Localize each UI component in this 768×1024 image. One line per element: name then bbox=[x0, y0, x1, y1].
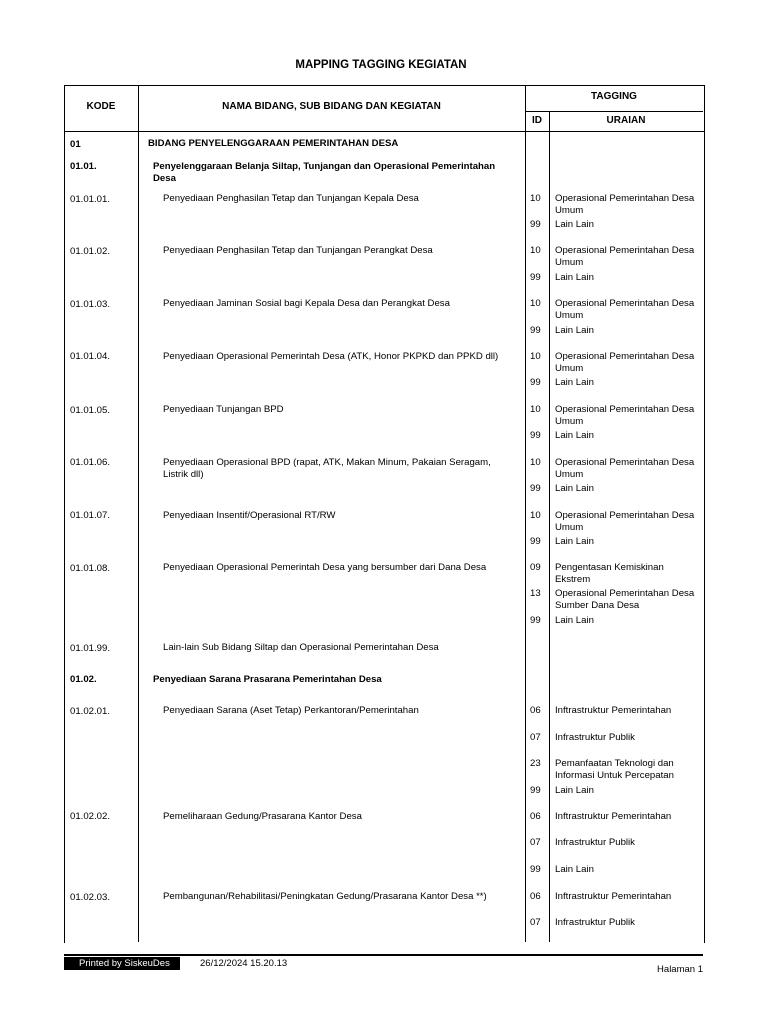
printed-by-label: Printed by SiskeuDes bbox=[64, 957, 180, 970]
tag-id: 09 bbox=[530, 562, 541, 573]
tag-uraian: Lain Lain bbox=[555, 785, 594, 796]
tag-uraian: Infrastruktur Publik bbox=[555, 732, 635, 743]
tag-uraian: Lain Lain bbox=[555, 377, 594, 388]
tag-id: 10 bbox=[530, 245, 541, 256]
tag-uraian: Lain Lain bbox=[555, 219, 594, 230]
tag-uraian: Pemanfaatan Teknologi dan Informasi Untuk Percepatan bbox=[555, 758, 674, 781]
header-kode: KODE bbox=[86, 101, 116, 112]
tag-uraian: Operasional Pemerintahan Desa Umum bbox=[555, 298, 695, 321]
tag-id: 99 bbox=[530, 377, 541, 388]
tag-id: 99 bbox=[530, 483, 541, 494]
tag-id: 06 bbox=[530, 811, 541, 822]
tag-id: 07 bbox=[530, 837, 541, 848]
tag-id: 13 bbox=[530, 588, 541, 599]
divider-nama bbox=[525, 85, 526, 942]
row-name: Penyediaan Sarana (Aset Tetap) Perkantoran/Pemerintahan bbox=[163, 705, 419, 716]
tag-id: 10 bbox=[530, 404, 541, 415]
tag-uraian: Inftrastruktur Pemerintahan bbox=[555, 891, 672, 902]
divider-header bbox=[64, 131, 704, 132]
row-name: Lain-lain Sub Bidang Siltap dan Operasional Pemerintahan Desa bbox=[163, 642, 439, 653]
header-id: ID bbox=[532, 115, 542, 126]
divider-tagging-sub bbox=[525, 111, 703, 112]
tag-id: 99 bbox=[530, 864, 541, 875]
tag-uraian: Lain Lain bbox=[555, 615, 594, 626]
row-name: Penyediaan Operasional Pemerintah Desa yang bersumber dari Dana Desa bbox=[163, 562, 487, 573]
row-code: 01.01.05. bbox=[70, 405, 111, 416]
tag-id: 07 bbox=[530, 732, 541, 743]
tag-id: 99 bbox=[530, 325, 541, 336]
tag-uraian: Operasional Pemerintahan Desa Umum bbox=[555, 510, 695, 533]
row-name: Penyediaan Penghasilan Tetap dan Tunjangan Perangkat Desa bbox=[163, 245, 433, 256]
tag-id: 07 bbox=[530, 917, 541, 928]
tag-id: 06 bbox=[530, 705, 541, 716]
row-code: 01.01.01. bbox=[70, 194, 111, 205]
page-number: Halaman 1 bbox=[657, 964, 703, 975]
tag-uraian: Lain Lain bbox=[555, 325, 594, 336]
document-title: MAPPING TAGGING KEGIATAN bbox=[295, 59, 467, 71]
tag-id: 10 bbox=[530, 510, 541, 521]
row-name: Penyediaan Insentif/Operasional RT/RW bbox=[163, 510, 336, 521]
tag-id: 99 bbox=[530, 219, 541, 230]
row-name: Penyelenggaraan Belanja Siltap, Tunjangan dan Operasional Pemerintahan Desa bbox=[153, 161, 496, 184]
tag-id: 10 bbox=[530, 457, 541, 468]
row-code: 01.02.03. bbox=[70, 892, 111, 903]
row-name: Penyediaan Tunjangan BPD bbox=[163, 404, 284, 415]
row-name: Penyediaan Sarana Prasarana Pemerintahan Desa bbox=[153, 674, 382, 685]
row-name: Pembangunan/Rehabilitasi/Peningkatan Gedung/Prasarana Kantor Desa **) bbox=[163, 891, 487, 902]
tag-uraian: Inftrastruktur Pemerintahan bbox=[555, 705, 672, 716]
row-code: 01.01. bbox=[70, 161, 97, 172]
tag-id: 10 bbox=[530, 298, 541, 309]
tag-id: 10 bbox=[530, 193, 541, 204]
tag-id: 06 bbox=[530, 891, 541, 902]
tag-uraian: Lain Lain bbox=[555, 272, 594, 283]
header-nama: NAMA BIDANG, SUB BIDANG DAN KEGIATAN bbox=[222, 101, 441, 112]
row-code: 01.01.03. bbox=[70, 299, 111, 310]
tag-id: 23 bbox=[530, 758, 541, 769]
tag-uraian: Lain Lain bbox=[555, 536, 594, 547]
tag-uraian: Operasional Pemerintahan Desa Umum bbox=[555, 351, 695, 374]
tag-uraian: Infrastruktur Publik bbox=[555, 917, 635, 928]
row-code: 01.01.99. bbox=[70, 643, 111, 654]
row-name: Penyediaan Operasional Pemerintah Desa (ATK, Honor PKPKD dan PPKD dll) bbox=[163, 351, 499, 362]
tag-uraian: Operasional Pemerintahan Desa Umum bbox=[555, 404, 695, 427]
tag-id: 10 bbox=[530, 351, 541, 362]
row-code: 01.01.04. bbox=[70, 351, 111, 362]
row-code: 01.02. bbox=[70, 674, 97, 685]
row-name: Penyediaan Penghasilan Tetap dan Tunjangan Kepala Desa bbox=[163, 193, 419, 204]
tag-uraian: Inftrastruktur Pemerintahan bbox=[555, 811, 672, 822]
tag-id: 99 bbox=[530, 430, 541, 441]
row-code: 01.02.01. bbox=[70, 706, 111, 717]
tag-uraian: Operasional Pemerintahan Desa Umum bbox=[555, 245, 695, 268]
print-timestamp: 26/12/2024 15.20.13 bbox=[200, 958, 288, 969]
row-code: 01.01.02. bbox=[70, 246, 111, 257]
tag-uraian: Infrastruktur Publik bbox=[555, 837, 635, 848]
row-code: 01.01.07. bbox=[70, 510, 111, 521]
tag-uraian: Operasional Pemerintahan Desa Umum bbox=[555, 457, 695, 480]
footer-rule bbox=[64, 954, 703, 956]
row-name: BIDANG PENYELENGGARAAN PEMERINTAHAN DESA bbox=[148, 138, 399, 149]
tag-id: 99 bbox=[530, 272, 541, 283]
tag-id: 99 bbox=[530, 785, 541, 796]
row-code: 01.01.06. bbox=[70, 457, 111, 468]
row-code: 01.02.02. bbox=[70, 811, 111, 822]
row-name: Penyediaan Operasional BPD (rapat, ATK, Makan Minum, Pakaian Seragam, Listrik dll) bbox=[163, 457, 491, 480]
tag-uraian: Lain Lain bbox=[555, 430, 594, 441]
tag-uraian: Operasional Pemerintahan Desa Sumber Dana Desa bbox=[555, 588, 695, 611]
row-code: 01 bbox=[70, 139, 81, 150]
header-uraian: URAIAN bbox=[606, 115, 646, 126]
tag-uraian: Operasional Pemerintahan Desa Umum bbox=[555, 193, 695, 216]
row-code: 01.01.08. bbox=[70, 563, 111, 574]
tag-id: 99 bbox=[530, 536, 541, 547]
tag-id: 99 bbox=[530, 615, 541, 626]
header-tagging: TAGGING bbox=[591, 91, 637, 102]
tag-uraian: Lain Lain bbox=[555, 864, 594, 875]
tag-uraian: Lain Lain bbox=[555, 483, 594, 494]
row-name: Penyediaan Jaminan Sosial bagi Kepala Desa dan Perangkat Desa bbox=[163, 298, 450, 309]
row-name: Pemeliharaan Gedung/Prasarana Kantor Desa bbox=[163, 811, 362, 822]
tag-uraian: Pengentasan Kemiskinan Ekstrem bbox=[555, 562, 664, 585]
